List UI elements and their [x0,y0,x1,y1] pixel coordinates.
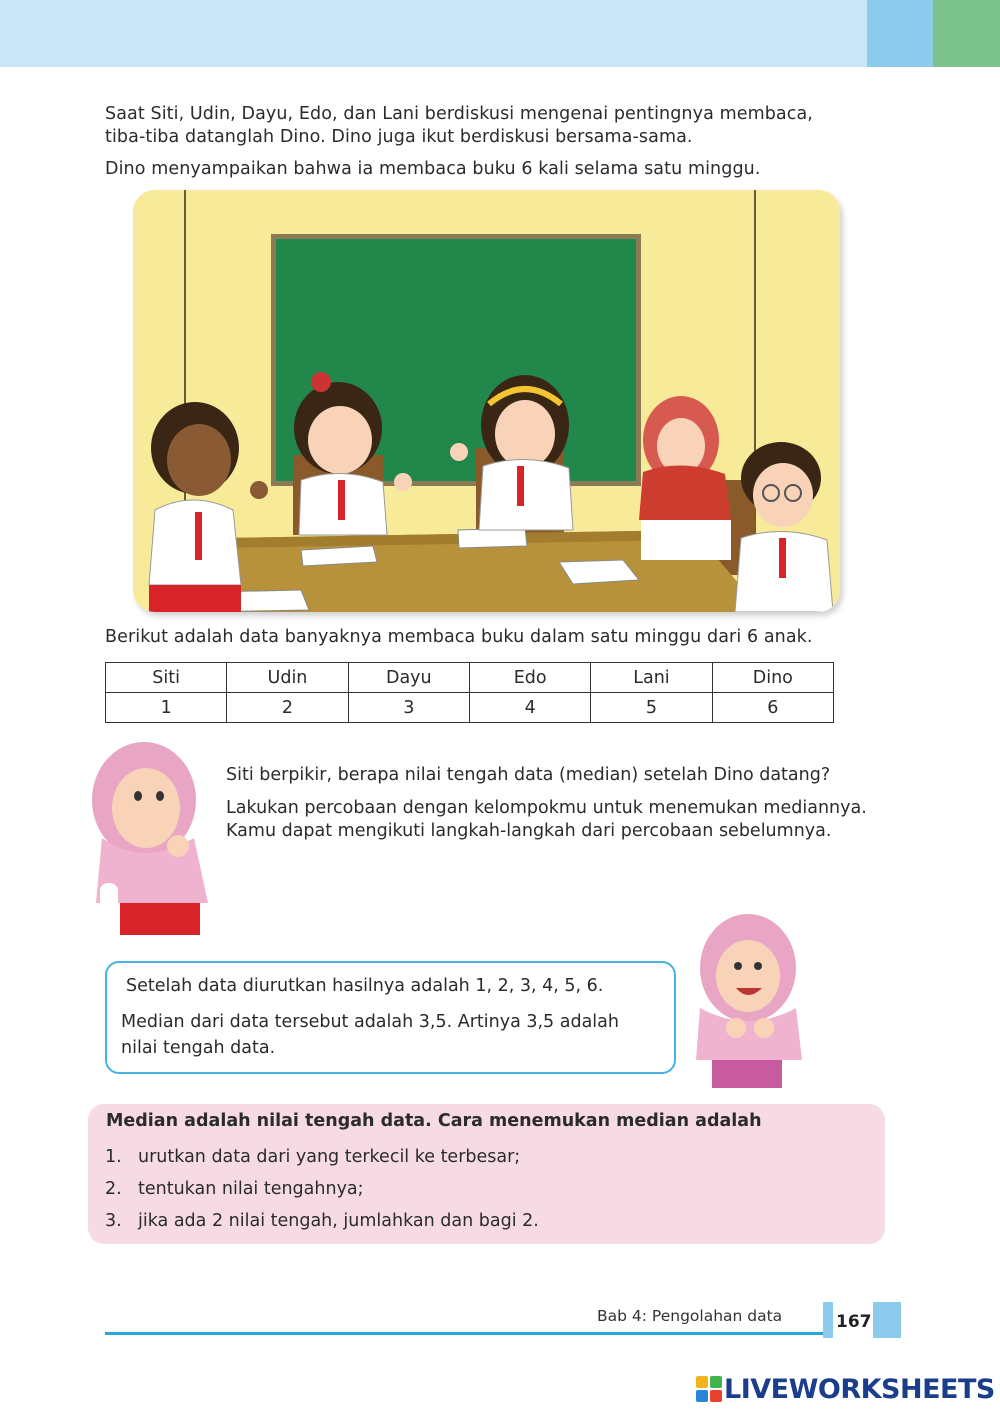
top-header-band [0,0,1000,67]
bubble-line-2: Median dari data tersebut adalah 3,5. Artinya 3,5 adalah [121,1012,619,1032]
siti-speaking-illustration [682,910,810,1092]
chapter-footer: Bab 4: Pengolahan data [597,1307,783,1325]
thinking-instruction: Lakukan percobaan dengan kelompokmu untuk menemukan mediannya. Kamu dapat mengikuti langkah-langkah dari percobaan sebelumnya. [226,798,867,841]
footer-rule [105,1332,823,1335]
table-value-cell: 3 [348,693,469,723]
liveworksheets-watermark [696,1374,995,1404]
step-text: jika ada 2 nilai tengah, jumlahkan dan bagi 2. [138,1211,539,1231]
bubble-line-1: Setelah data diurutkan hasilnya adalah 1, 2, 3, 4, 5, 6. [126,976,604,996]
summary-step [105,1173,539,1205]
table-caption: Berikut adalah data banyaknya membaca buku dalam satu minggu dari 6 anak. [105,627,813,647]
median-summary-box [88,1104,885,1244]
summary-heading: Median adalah nilai tengah data. Cara menemukan median adalah [106,1111,762,1131]
header-blue-block [867,0,933,67]
intro-line-1: Saat Siti, Udin, Dayu, Edo, dan Lani berdiskusi mengenai pentingnya membaca, [105,104,813,124]
thinking-question: Siti berpikir, berapa nilai tengah data (median) setelah Dino datang? [226,765,831,785]
summary-steps [105,1141,539,1237]
table-header-cell: Dayu [348,663,469,693]
table-value-cell: 2 [227,693,348,723]
table-header-cell: Siti [106,663,227,693]
header-green-block [933,0,1000,67]
thinking-text [226,764,876,843]
intro-line-2: tiba-tiba datanglah Dino. Dino juga ikut berdiskusi bersama-sama. [105,127,693,147]
step-number: 2. [105,1179,122,1199]
table-value-cell: 4 [469,693,590,723]
table-value-cell: 1 [106,693,227,723]
siti-thinking-illustration [82,738,222,943]
summary-step [105,1205,539,1237]
table-value-cell: 6 [712,693,833,723]
table-header-cell: Dino [712,663,833,693]
table-header-row [106,663,834,693]
page-number-bar-left [823,1302,833,1338]
page-number-bar-right [873,1302,901,1338]
summary-step [105,1141,539,1173]
step-number: 3. [105,1211,122,1231]
table-header-cell: Udin [227,663,348,693]
step-text: tentukan nilai tengahnya; [138,1179,364,1199]
liveworksheets-logo-icon [696,1376,722,1402]
table-value-cell: 5 [591,693,712,723]
intro-line-3: Dino menyampaikan bahwa ia membaca buku 6 kali selama satu minggu. [105,159,761,179]
bubble-line-3: nilai tengah data. [121,1038,276,1058]
table-header-cell: Edo [469,663,590,693]
reading-data-table [105,662,834,723]
page-number: 167 [836,1312,872,1332]
classroom-illustration [133,190,840,612]
speech-bubble [105,961,676,1074]
table-header-cell: Lani [591,663,712,693]
step-text: urutkan data dari yang terkecil ke terbesar; [138,1147,521,1167]
liveworksheets-wordmark: LIVEWORKSHEETS [724,1373,995,1405]
step-number: 1. [105,1147,122,1167]
table-value-row [106,693,834,723]
